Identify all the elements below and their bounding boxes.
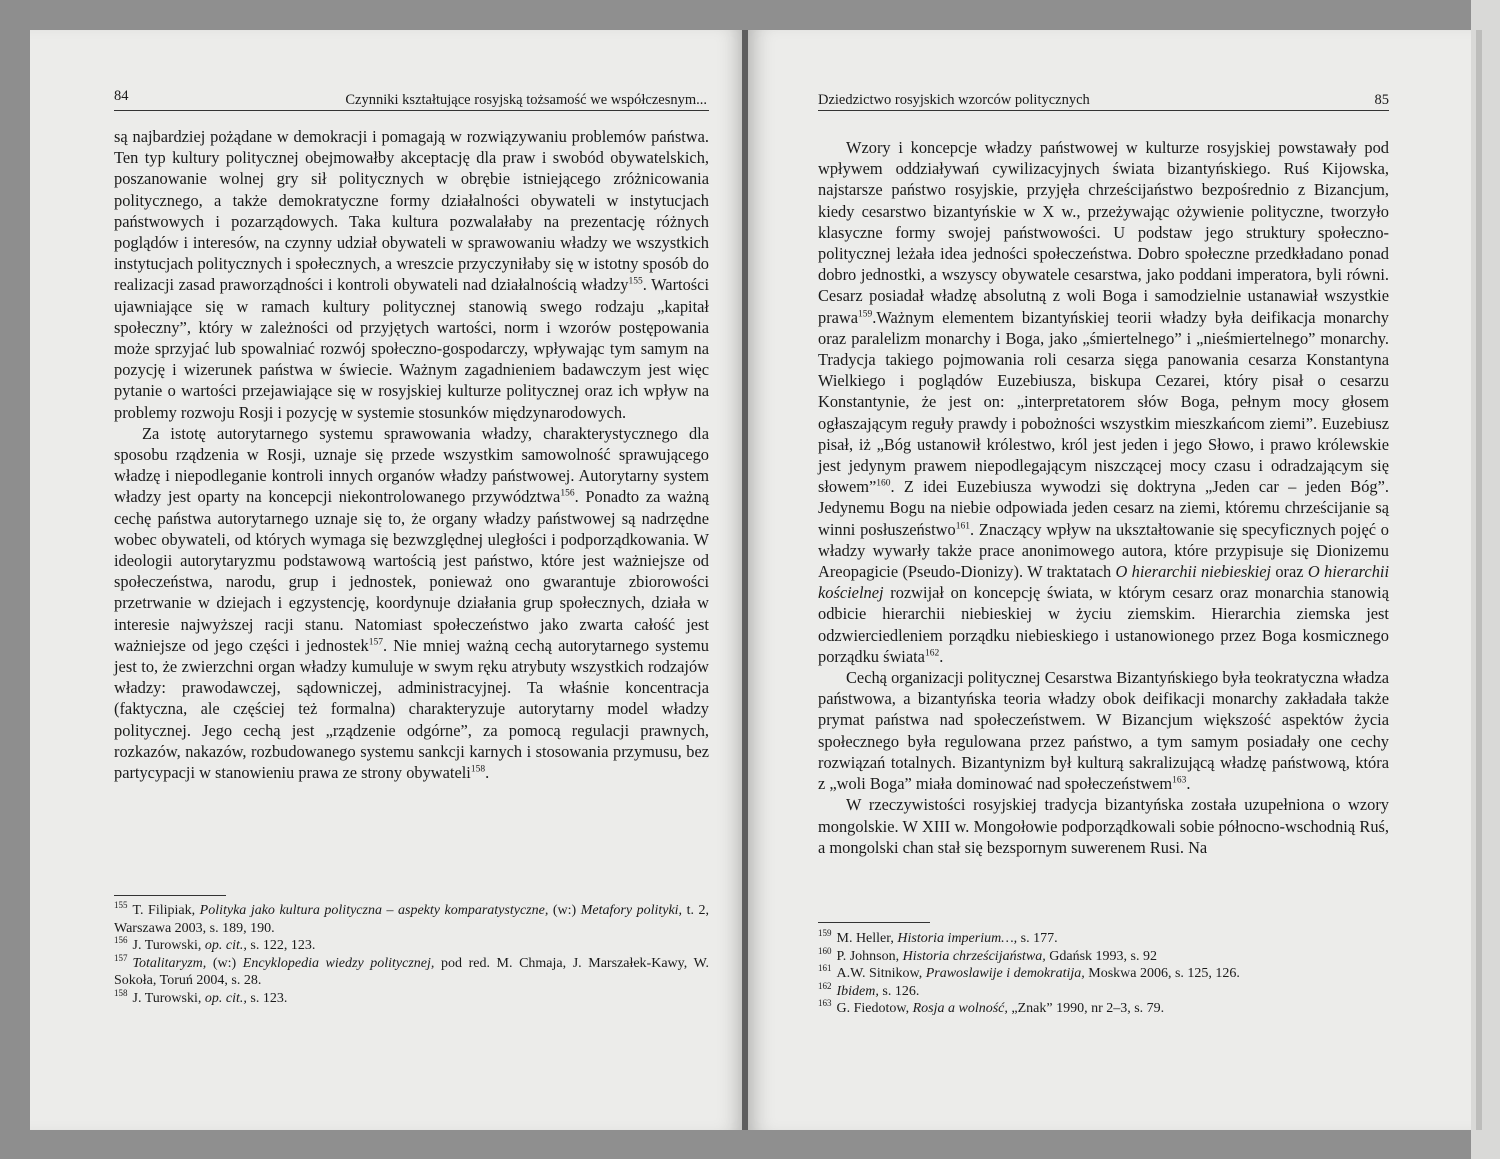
left-running-head <box>114 86 709 111</box>
right-paragraph-2: Cechą organizacji politycznej Cesarstwa Bizantyńskiego była teokratyczna władza państwowa, a bizantyńska teoria władzy obok deifikacji monarchy zakładała także prymat państwa nad społeczeństwem. W Bizancjum większość aspektów życia społecznego była regulowana przez państwo, a tym samym posiadały one cechy rozwiązań totalnych. Bizantynizm był kulturą sakralizującą władzę państwową, która z „woli Boga” miała dominować nad społeczeństwem$^{163}$. <box>818 668 1389 794</box>
footnote-156 <box>114 937 709 955</box>
right-footnotes <box>818 930 1389 1018</box>
footnote-text: A.W. Sitnikow, Prawoslawije i demokratija, Moskwa 2006, s. 125, 126. <box>836 966 1240 981</box>
footnote-158 <box>114 987 709 1008</box>
footnote-163 <box>818 1000 1389 1018</box>
right-body-text <box>818 137 1389 858</box>
left-page <box>30 30 744 1130</box>
right-running-title: Dziedzictwo rosyjskich wzorców politycznych <box>818 92 1090 108</box>
right-page <box>748 30 1471 1130</box>
footnote-155 <box>114 902 709 937</box>
footnote-162 <box>818 980 1389 1001</box>
footnote-number: 163 <box>818 998 832 1009</box>
footnote-160 <box>818 945 1389 966</box>
footnote-number: 160 <box>818 945 832 956</box>
right-paragraph-1: Wzory i koncepcje władzy państwowej w kulturze rosyjskiej powstawały pod wpływem oddziaływań cywilizacyjnych świata bizantyńskiego. Ruś Kijowska, najstarsze państwo rosyjskie, przyjęła chrześcijaństwo bezpośrednio z Bizancjum, kiedy cesarstwo bizantyńskie w X w., przeżywając ożywienie polityczne, tworzyło klasyczne formy swojej państwowości. U podstaw jego struktury społeczno-politycznej leżała idea jedności społeczeństwa. Dobro społeczne przedkładano ponad dobro jednostki, a wszyscy obywatele cesarstwa, jako poddani imperatora, byli równi. Cesarz posiadał władzę absolutną z woli Boga i samodzielnie ustanawiał wszystkie prawa$^{159}$.Ważnym elementem bizantyńskiej teorii władzy była deifikacja monarchy oraz paralelizm monarchy i Boga, jako „śmiertelnego” i „nieśmiertelnego” monarchy. Tradycja takiego pojmowania roli cesarza sięga panowania cesarza Konstantyna Wielkiego i poglądów Euzebiusza, biskupa Cezarei, który pisał o cesarzu Konstantynie, że jest on: „interpretatorem słów Boga, pełnym mocy głosem ogłaszającym reguły prawdy i pobożności wszystkim mieszkańcom ziemi”. Euzebiusz pisał, iż „Bóg ustanowił królestwo, król jest jeden i jego Słowo, i prawo królewskie jest jedynym prawem niepodlegającym niszczącej mocy czasu i odradzającym się słowem”$^{160}$. Z idei Euzebiusza wywodzi się doktryna „Jeden car – jeden Bóg”. Jedynemu Bogu na niebie odpowiada jeden cesarz na ziemi, któremu chrześcijanie są winni posłuszeństwo$^{161}$. Znaczący wpływ na ukształtowanie się specyficznych pojęć o władzy wywarły także prace anonimowego autora, które przypisuje się Dionizemu Areopagicie (Pseudo-Dionizy). W traktatach O hierarchii niebieskiej oraz O hierarchii kościelnej rozwijał on koncepcję świata, w którym cesarz oraz monarchia stanowią odbicie hierarchii niebieskiej w życiu ziemskim. Hierarchia ziemska jest odzwierciedleniem porządku niebieskiego i ustanowionego przez Boga kosmicznego porządku świata$^{162}$. <box>818 138 1389 666</box>
footnote-number: 159 <box>818 928 832 939</box>
left-footnote-rule <box>114 895 226 896</box>
footnote-number: 161 <box>818 963 832 974</box>
left-page-number: 84 <box>114 88 129 104</box>
left-footnotes <box>114 902 709 1007</box>
footnote-159 <box>818 930 1389 948</box>
right-footnote-rule <box>818 922 930 923</box>
footnote-text: T. Filipiak, Polityka jako kultura polityczna – aspekty komparatystyczne, (w:) Metafory polityki, t. 2, Warszawa 2003, s. 189, 190. <box>114 903 710 936</box>
footnote-text: J. Turowski, op. cit., s. 122, 123. <box>132 938 316 953</box>
right-paragraph-3: W rzeczywistości rosyjskiej tradycja bizantyńska została uzupełniona o wzory mongolskie. W XIII w. Mongołowie podporządkowali sobie północno-wschodnią Ruś, a mongolski chan stał się bezspornym suwerenem Rusi. Na <box>818 795 1389 857</box>
left-paragraph-2: Za istotę autorytarnego systemu sprawowania władzy, charakterystycznego dla sposobu rządzenia w Rosji, uznaje się przede wszystkim samowolność sprawującego władzę i niepodleganie kontroli innych organów władzy państwowej. Autorytarny system władzy jest oparty na koncepcji niekontrolowanego przywództwa$^{156}$. Ponadto za ważną cechę państwa autorytarnego uznaje się to, że organy władzy państwowej są nadrzędne wobec obywateli, od których wymaga się bezwzględnej uległości i podporządkowania. W ideologii autorytaryzmu podstawową wartością jest państwo, które jest ważniejsze od społeczeństwa, narodu, grup i jednostek, ponieważ ono gwarantuje zbiorowości przetrwanie w dziejach i egzystencję, koordynuje działania grup społecznych, działa w interesie najwyższej racji stanu. Natomiast społeczeństwo jako zwarta całość jest ważniejsze od jego części i jednostek$^{157}$. Nie mniej ważną cechą autorytarnego systemu jest to, że zwierzchni organ władzy kumuluje w swym ręku atrybuty wszystkich rodzajów władzy: prawodawczej, sądowniczej, administracyjnej. Ta właśnie koncentracja (faktyczna, ale częściej też formalna) charakteryzuje autorytarny model władzy politycznej. Jego cechą jest „rządzenie odgórne”, za pomocą regulacji prawnych, rozkazów, nakazów, rozbudowanego systemu sankcji karnych i stosowania przymusu, bez partycypacji w stanowieniu prawa ze strony obywateli$^{158}$. <box>114 423 709 783</box>
footnote-text: M. Heller, Historia imperium…, s. 177. <box>836 931 1058 946</box>
left-paragraph-1: są najbardziej pożądane w demokracji i pomagają w rozwiązywaniu problemów państwa. Ten typ kultury politycznej obejmowałby akceptację dla praw i swobód obywatelskich, poszanowanie wolnej gry sił politycznych w obrębie istniejącego zróżnicowania politycznego, a także demokratyczne formy działalności obywateli w instytucjach państwowych i pozarządowych. Taka kultura pozwalałaby na prezentację różnych poglądów i interesów, na czynny udział obywateli w sprawowaniu władzy we wszystkich instytucjach politycznych i społecznych, a wreszcie przyczyniłaby się w istotny sposób do realizacji zasad praworządności i kontroli obywateli nad działalnością władzy$^{155}$. Wartości ujawniające się w ramach kultury politycznej stanowią swego rodzaju „kapitał społeczny”, który w zależności od przyjętych wartości, norm i wzorów postępowania może sprzyjać lub spowalniać rozwój społeczno-gospodarczy, wpływając tym samym na pozycję i wizerunek państwa w świecie. Ważnym zagadnieniem badawczym jest więc pytanie o wartości przejawiające się w rosyjskiej kulturze politycznej oraz ich wpływ na problemy rozwoju Rosji i pozycję w systemie stosunków międzynarodowych. <box>114 127 709 422</box>
left-body-text <box>114 126 709 783</box>
footnote-number: 162 <box>818 980 832 991</box>
page-stack-edge <box>1476 30 1482 1130</box>
right-running-head <box>818 86 1389 111</box>
footnote-number: 158 <box>114 987 128 998</box>
footnote-text: Ibidem, s. 126. <box>836 983 920 999</box>
footnote-text: J. Turowski, op. cit., s. 123. <box>132 990 288 1006</box>
footnote-number: 157 <box>114 952 128 963</box>
footnote-157 <box>114 952 709 990</box>
footnote-text: P. Johnson, Historia chrześcijaństwa, Gdańsk 1993, s. 92 <box>836 948 1157 964</box>
footnote-number: 155 <box>114 900 128 911</box>
footnote-161 <box>818 965 1389 983</box>
footnote-text: Totalitaryzm, (w:) Encyklopedia wiedzy politycznej, pod red. M. Chmaja, J. Marszałek-Kawy, W. Sokoła, Toruń 2004, s. 28. <box>114 955 709 988</box>
footnote-number: 156 <box>114 935 128 946</box>
scan-border-left <box>0 0 30 1159</box>
left-running-title: Czynniki kształtujące rosyjską tożsamość we współczesnym... <box>345 92 707 108</box>
right-page-number: 85 <box>1374 92 1389 108</box>
footnote-text: G. Fiedotow, Rosja a wolność, „Znak” 1990, nr 2–3, s. 79. <box>836 1001 1165 1016</box>
